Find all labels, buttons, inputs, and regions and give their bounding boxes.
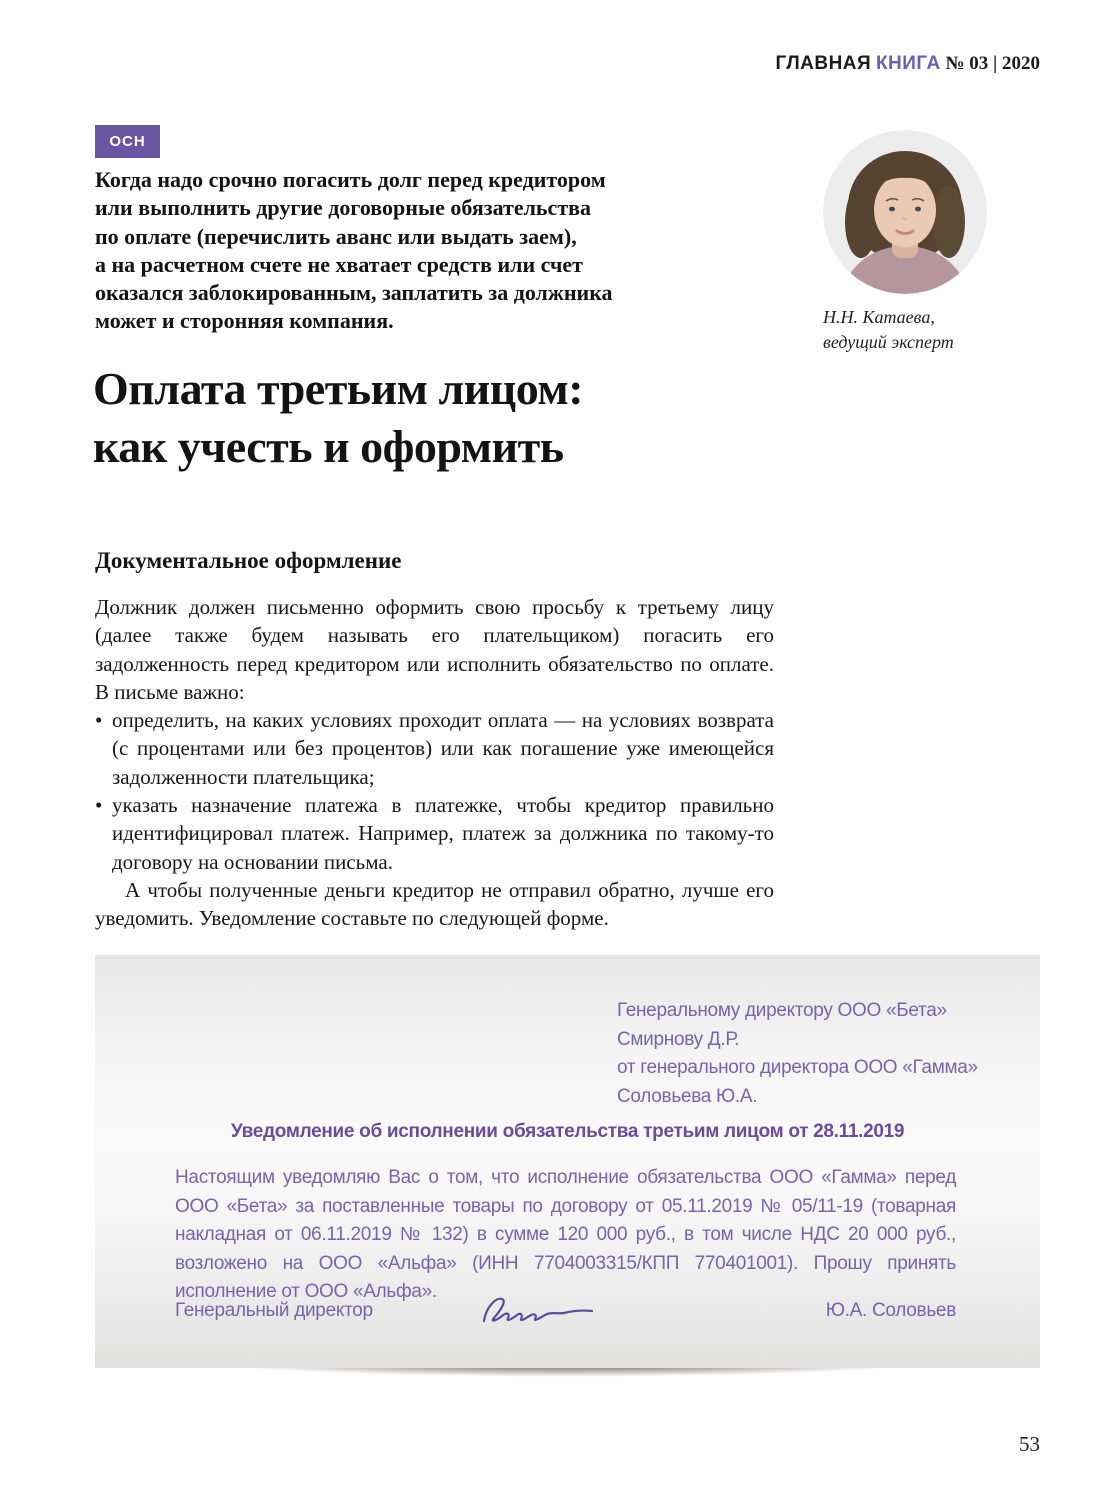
handwritten-signature [474,1291,604,1331]
author-caption [823,305,1013,355]
title-line: как учесть и оформить [93,421,564,472]
bullet-text: указать назначение платежа в платежке, чтобы кредитор правильно идентифицировал платеж. Например, платеж за должника по такому-то договору на основании письма. [112,793,774,874]
eye [915,207,921,212]
issue-number: № 03 | 2020 [945,53,1040,74]
recipient-line: Генеральному директору ООО «Бета» [617,1000,947,1021]
author-role: ведущий эксперт [823,332,954,352]
article-title [93,360,583,476]
author-portrait [823,130,987,294]
brand-name-accent: КНИГА [875,53,941,74]
body-paragraph: Должник должен письменно оформить свою просьбу к третьему лицу (далее также будем называть его плательщиком) погасить его задолженность перед кредитором или исполнить обязательство по оплате. В письме важно: [95,595,774,704]
title-line: Оплата третьим лицом: [93,363,584,414]
author-block [823,130,1013,355]
letter-drop-shadow [105,1368,1030,1388]
masthead [776,54,1040,74]
recipient-line: Соловьева Ю.А. [617,1085,758,1107]
tax-regime-badge: ОСН [95,125,160,158]
section-heading: Документальное оформление [95,548,402,573]
signer-name: Ю.А. Соловьев [825,1300,956,1321]
brand-name-main: ГЛАВНАЯ [775,53,872,74]
bullet-item [95,791,774,876]
lead-line: или выполнить другие договорные обязательства [95,195,592,221]
bullet-text: определить, на каких условиях проходит оплата — на условиях возврата (с процентами или без процентов) или как погашение уже имеющейся задолженности плательщика; [112,708,774,789]
body-paragraph: А чтобы полученные деньги кредитор не отправил обратно, лучше его уведомить. Уведомление составьте по следующей форме. [95,877,774,931]
notification-letter-sample [95,955,1040,1368]
bullet-item [95,706,774,791]
lead-line: а на расчетном счете не хватает средств или счет [95,251,583,277]
letter-headline: Уведомление об исполнении обязательства третьим лицом от 28.11.2019 [230,1121,905,1142]
page-number: 53 [1019,1432,1040,1456]
author-name: Н.Н. Катаева, [823,307,935,327]
recipient-line: Смирнову Д.Р. [617,1028,740,1050]
letter-recipient-block [617,997,978,1111]
letter-body-text: Настоящим уведомляю Вас о том, что исполнение обязательства ООО «Гамма» перед ООО «Бета» за поставленные товары по договору от 05.11.2019 № 05/11-19 (товарная накладная от 06.11.2019 № 132) в сумме 120 000 руб., в том числе НДС 20 000 руб., возложено на ООО «Альфа» (ИНН 7704003315/КПП 770401001). Прошу принять исполнение от ООО «Альфа». [175,1167,956,1302]
lead-line: оказался заблокированным, заплатить за должника [95,280,613,306]
lead-paragraph [95,166,613,336]
signer-title: Генеральный директор [175,1300,373,1321]
bullet-marker: • [95,708,103,733]
lead-line: по оплате (перечислить аванс или выдать заем), [95,223,577,249]
bullet-marker: • [95,793,103,818]
face [874,173,936,247]
lead-line: может и сторонняя компания. [95,308,394,334]
recipient-line: от генерального директора ООО «Гамма» [617,1057,978,1079]
letter-signature-row [175,1291,956,1331]
article-body [95,593,774,933]
bullet-list [95,706,774,876]
eye [889,207,895,212]
lead-line: Когда надо срочно погасить долг перед кредитором [95,167,606,192]
